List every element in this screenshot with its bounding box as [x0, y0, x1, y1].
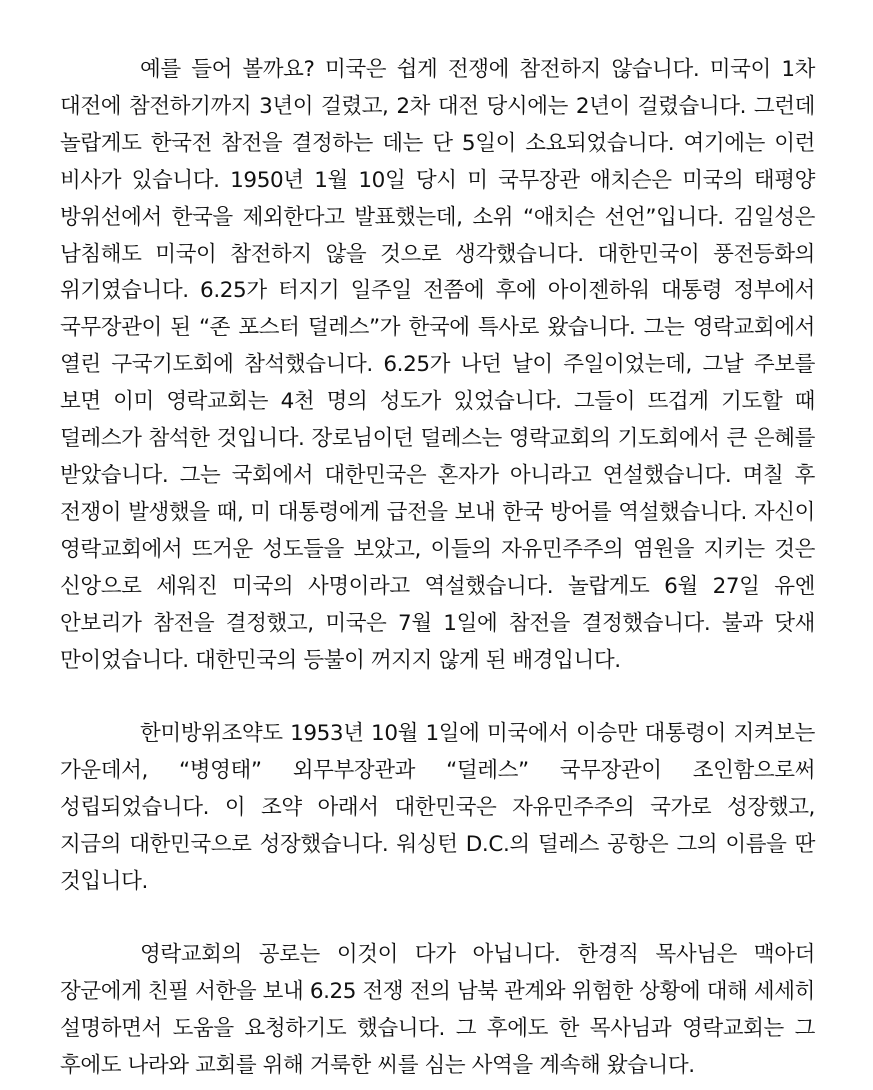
paragraph-2: 한미방위조약도 1953년 10월 1일에 미국에서 이승만 대통령이 지켜보는 가운데서, “병영태” 외무부장관과 “덜레스” 국무장관이 조인함으로써 성립되었습니다. 이 조약 아래서 대한민국은 자유민주주의 국가로 성장했고, 지금의 대한민국으로 성장했습니다. 워싱턴 D.C.의 덜레스 공항은 그의 이름을 딴 것입니다. [60, 720, 815, 894]
document-page [60, 52, 815, 1085]
paragraph-1: 예를 들어 볼까요? 미국은 쉽게 전쟁에 참전하지 않습니다. 미국이 1차 대전에 참전하기까지 3년이 걸렸고, 2차 대전 당시에는 2년이 걸렸습니다. 그런데 놀랍게도 한국전 참전을 결정하는 데는 단 5일이 소요되었습니다. 여기에는 이런 비사가 있습니다. 1950년 1월 10일 당시 미 국무장관 애치슨은 미국의 태평양 방위선에서 한국을 제외한다고 발표했는데, 소위 “애치슨 선언”입니다. 김일성은 남침해도 미국이 참전하지 않을 것으로 생각했습니다. 대한민국이 풍전등화의 위기였습니다. 6.25가 터지기 일주일 전쯤에 후에 아이젠하워 대통령 정부에서 국무장관이 된 “존 포스터 덜레스”가 한국에 특사로 왔습니다. 그는 영락교회에서 열린 구국기도회에 참석했습니다. 6.25가 나던 날이 주일이었는데, 그날 주보를 보면 이미 영락교회는 4천 명의 성도가 있었습니다. 그들이 뜨겁게 기도할 때 덜레스가 참석한 것입니다. 장로님이던 덜레스는 영락교회의 기도회에서 큰 은혜를 받았습니다. 그는 국회에서 대한민국은 혼자가 아니라고 연설했습니다. 며칠 후 전쟁이 발생했을 때, 미 대통령에게 급전을 보내 한국 방어를 역설했습니다. 자신이 영락교회에서 뜨거운 성도들을 보았고, 이들의 자유민주주의 염원을 지키는 것은 신앙으로 세워진 미국의 사명이라고 역설했습니다. 놀랍게도 6월 27일 유엔 안보리가 참전을 결정했고, 미국은 7월 1일에 참전을 결정했습니다. 불과 닷새 만이었습니다. 대한민국의 등불이 꺼지지 않게 된 배경입니다. [60, 57, 815, 673]
paragraph-3: 영락교회의 공로는 이것이 다가 아닙니다. 한경직 목사님은 맥아더 장군에게 친필 서한을 보내 6.25 전쟁 전의 남북 관계와 위험한 상황에 대해 세세히 설명하면서 도움을 요청하기도 했습니다. 그 후에도 한 목사님과 영락교회는 그 후에도 나라와 교회를 위해 거룩한 씨를 심는 사역을 계속해 왔습니다. [60, 941, 815, 1078]
